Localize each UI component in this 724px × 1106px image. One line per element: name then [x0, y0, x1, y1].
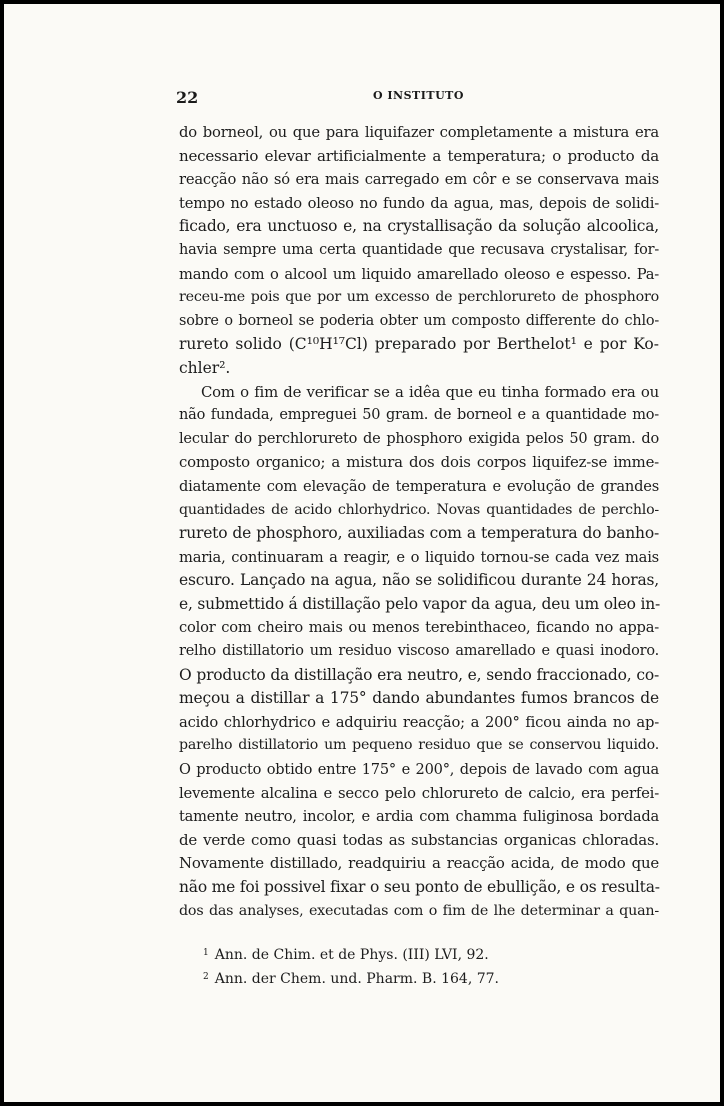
text-line: Novamente distillado, readquiriu a reacção acida, de modo que [179, 854, 659, 873]
text-line: O producto da distillação era neutro, e, sendo fraccionado, co- [179, 665, 659, 684]
text-line: rureto de phosphoro, auxiliadas com a temperatura do banho- [179, 524, 659, 543]
text-line: maria, continuaram a reagir, e o liquido tornou-se cada vez mais [179, 548, 659, 566]
text-line: Com o fim de verificar se a idêa que eu tinha formado era ou [201, 382, 659, 401]
text-line: color com cheiro mais ou menos terebinthaceo, ficando no appa- [179, 619, 659, 637]
text-line: sobre o borneol se poderia obter um composto differente do chlo- [179, 312, 659, 329]
page-header [176, 88, 656, 108]
text-line: não me foi possivel fixar o seu ponto de ebullição, e os resulta- [179, 878, 660, 896]
text-line: necessario elevar artificialmente a temperatura; o producto da [179, 146, 659, 165]
text-line: acido chlorhydrico e adquiriu reacção; a 200° ficou ainda no ap- [179, 713, 659, 731]
text-line: reacção não só era mais carregado em côr e se conservava mais [179, 171, 659, 189]
footnote-text: Ann. der Chem. und. Pharm. B. 164, 77. [214, 971, 499, 987]
text-line: e, submettido á distillação pelo vapor da agua, deu um oleo in- [179, 594, 661, 613]
footnote-mark: 1 [203, 948, 209, 958]
text-line: tempo no estado oleoso no fundo da agua, mas, depois de solidi- [179, 194, 659, 212]
text-line: relho distillatorio um residuo viscoso amarellado e quasi inodoro. [179, 643, 659, 660]
text-line: dos das analyses, executadas com o fim de lhe determinar a quan- [179, 902, 659, 919]
footnote-2 [203, 966, 623, 990]
footnote-text: Ann. de Chim. et de Phys. (III) LVI, 92. [214, 947, 489, 963]
body-text [179, 121, 659, 923]
text-line: diatamente com elevação de temperatura e evolução de grandes [179, 477, 659, 495]
text-line: parelho distillatorio um pequeno residuo que se conservou liquido. [179, 737, 659, 754]
text-line: escuro. Lançado na agua, não se solidificou durante 24 horas, [179, 571, 659, 590]
page-number: 22 [176, 88, 199, 107]
text-line: havia sempre uma certa quantidade que recusava crystalisar, for- [179, 241, 659, 258]
text-line: meçou a distillar a 175° dando abundantes fumos brancos de [179, 689, 659, 708]
text-line: O producto obtido entre 175° e 200°, depois de lavado com agua [179, 761, 659, 779]
text-line: composto organico; a mistura dos dois corpos liquifez-se imme- [179, 453, 659, 472]
text-line: não fundada, empreguei 50 gram. de borneol e a quantidade mo- [179, 407, 659, 424]
text-line: rureto solido (C¹⁰H¹⁷Cl) preparado por Berthelot¹ e por Ko- [179, 335, 659, 354]
running-title: O INSTITUTO [373, 89, 464, 102]
text-line: tamente neutro, incolor, e ardia com chamma fuliginosa bordada [179, 808, 659, 826]
text-line: ficado, era unctuoso e, na crystallisação da solução alcoolica, [179, 217, 659, 236]
text-line: de verde como quasi todas as substancias organicas chloradas. [179, 830, 659, 849]
text-line: levemente alcalina e secco pelo chlorureto de calcio, era perfei- [179, 784, 659, 802]
text-line: lecular do perchlorureto de phosphoro exigida pelos 50 gram. do [179, 430, 659, 447]
text-line: mando com o alcool um liquido amarellado oleoso e espesso. Pa- [179, 265, 659, 283]
book-page [4, 4, 720, 1102]
footnote-1 [203, 942, 623, 966]
text-line: chler². [179, 358, 231, 377]
footnote-mark: 2 [203, 972, 209, 982]
text-line: do borneol, ou que para liquifazer completamente a mistura era [179, 124, 659, 141]
footnotes [203, 942, 623, 990]
text-line: receu-me pois que por um excesso de perchlorureto de phosphoro [179, 289, 659, 306]
text-line: quantidades de acido chlorhydrico. Novas quantidades de perchlo- [179, 501, 659, 518]
